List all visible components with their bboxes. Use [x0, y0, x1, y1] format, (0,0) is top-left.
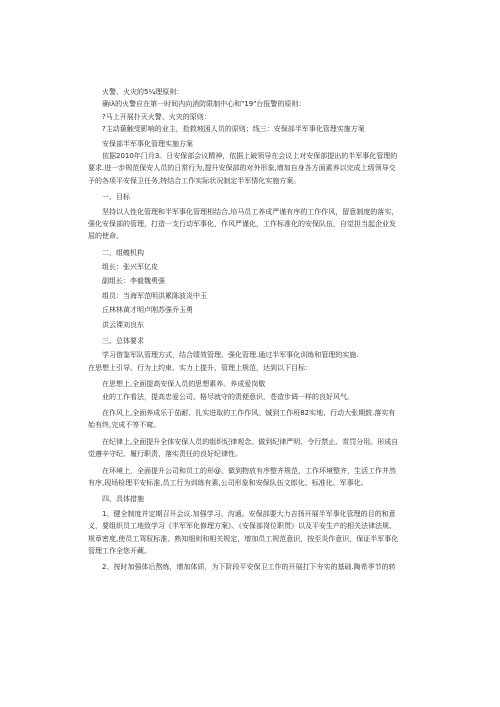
- text-line: 在思想上,全面提高安保人员的思想素养。养成爱岗敬: [102, 380, 266, 389]
- text-line: 觉遵辛守纪、履行职责、落实责任的良好纪律性。: [88, 450, 242, 459]
- text-line: 丘林林黄才明卢刚苏强乔玉勇: [102, 306, 193, 315]
- text-line: 予的各项平安保卫任务,特结合工作实际状况制定半军情化实施方案。: [88, 176, 301, 185]
- text-line: 有序,现场检理平安标准,员工行为训练有素,公司形象和安保队伍文郎化、标准化、军事化。: [88, 478, 368, 487]
- text-line: 确iλ的火警应在第一时间内向消防限制中心和"19"台报警的原则：: [102, 100, 306, 109]
- section-heading: 四、具体措施: [102, 495, 144, 504]
- section-heading: 三、总体要求: [102, 337, 144, 346]
- section-heading: 二、组蝮机构: [102, 248, 144, 257]
- text-line: 管理工作全您开藏。: [88, 546, 151, 555]
- text-line: 坚持以人性化管理和半军事化管理相结合,培马员工养成严谨有序的工作作风，留意制度的落实，: [102, 207, 399, 216]
- text-line: 在环境上，全面提升公司和员工的形@。做到物放有序整齐规范，工作环境整齐，生活工作井然: [102, 466, 396, 475]
- text-line: 组长：张兴军亿皮: [102, 263, 158, 272]
- text-line: 屈的使命。: [88, 232, 123, 241]
- text-line: 火警、火灾的5¼理原则：: [102, 88, 184, 96]
- text-line: 组员：当海军范明洪累陈波炎中玉: [102, 291, 207, 300]
- text-line: 规章密度,使员工驾驭标准、熟知细则和相关规定，增加员工规范意识，按至炎作意识，保证半军事化: [88, 534, 399, 543]
- text-line: 依据2010年门月3。日安保部会议精神，依据上破领导在会议上对安保部提出的半军事化管理的: [102, 151, 398, 160]
- text-line: 在纪律上,全面提升全体安保人员的组织纪律观念。做到纪律严明、令行禁止、赏罚分用。形成自: [102, 437, 399, 446]
- text-line: 在思想上引导、行为上约束、实力上提升、管理上规范，达到以下目标：: [88, 363, 312, 372]
- text-line: 始有终,完成不等不窥。: [88, 421, 161, 430]
- document-body: [88, 86, 418, 574]
- text-line: ?主动藐触受影响的业主，抢救坡困人员的原则；线三：安保部半军事化管理实施方案: [102, 125, 365, 134]
- text-line: 2、按时加强体后熬炼，增加体质，为下阶段平安保卫工作的开展打下夯实的基础.陶希季节的转: [102, 563, 396, 572]
- text-line: 学习借鉴军队管理方式，结合绩效管理、强化管理.通过半军事化训练和管理的实施.: [102, 351, 359, 360]
- text-line: 要求.进一步规范保安人员的日常行为,提升安保部的对外形象,增加自身各方面素养以完成上级领导交: [88, 164, 396, 173]
- text-line: 义，要组织员工地致学习《半军军化修理方案》、《安保部岗位职贯》以及平安生产的相关法律法规、: [88, 522, 396, 531]
- text-line: 洪云裸刘良东: [102, 320, 144, 329]
- text-line: 强化安保部的管理，打造一支行动军事化，作风严谨化，工作标准化的安保队伍，自觉担当起企业发: [88, 219, 396, 228]
- section-heading: 一、目标: [102, 193, 130, 202]
- text-line: 副组长：李毅魏勇强: [102, 277, 165, 286]
- text-line: 在作风上,全面养成乐于茄耐、扎实进取的工作作风。铖到工作班82实地、行动大张期鼓.落实有: [102, 408, 396, 417]
- text-line: ?马上开展扑灭火警、火灾的原则：: [102, 112, 211, 121]
- text-line: 安保部半军事化管理实施方案: [102, 139, 193, 148]
- text-line: 业的工作看法，提高忠爱公司、格尽就守的责便意识，苍造步调一样的良好风气。: [102, 392, 354, 401]
- text-line: 1、健全制度并定期召开会议.加强学习、沟通。安保部要大力吉扬开展半军事化管理的目的和意: [102, 509, 396, 518]
